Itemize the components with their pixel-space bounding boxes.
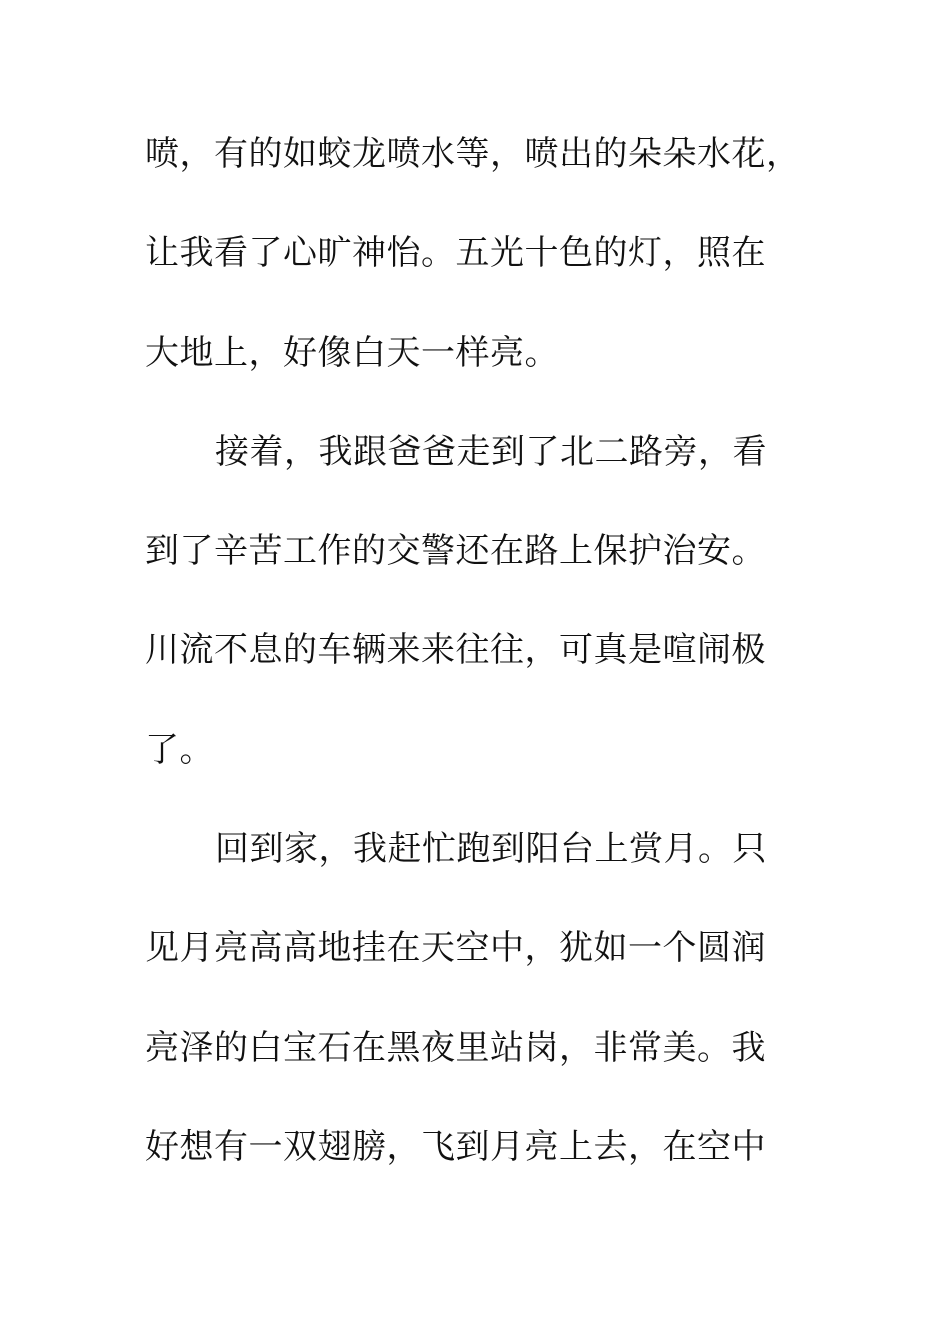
text-line: 亮泽的白宝石在黑夜里站岗，非常美。我 bbox=[145, 1027, 766, 1068]
text-line: 好想有一双翅膀，飞到月亮上去，在空中 bbox=[145, 1126, 766, 1167]
body-text bbox=[145, 123, 805, 1215]
text-line: 大地上，好像白天一样亮。 bbox=[145, 332, 559, 373]
text-line: 川流不息的车辆来来往往，可真是喧闹极 bbox=[145, 630, 766, 671]
text-line: 喷，有的如蛟龙喷水等，喷出的朵朵水花， bbox=[145, 134, 801, 174]
paragraph-start-line: 回到家，我赶忙跑到阳台上赏月。只 bbox=[215, 829, 767, 870]
text-line: 了。 bbox=[145, 729, 214, 770]
text-line: 见月亮高高地挂在天空中，犹如一个圆润 bbox=[145, 928, 766, 969]
text-line: 到了辛苦工作的交警还在路上保护治安。 bbox=[145, 531, 766, 572]
paragraph-start-line: 接着，我跟爸爸走到了北二路旁，看 bbox=[215, 431, 767, 472]
text-line: 让我看了心旷神怡。五光十色的灯，照在 bbox=[145, 233, 766, 274]
